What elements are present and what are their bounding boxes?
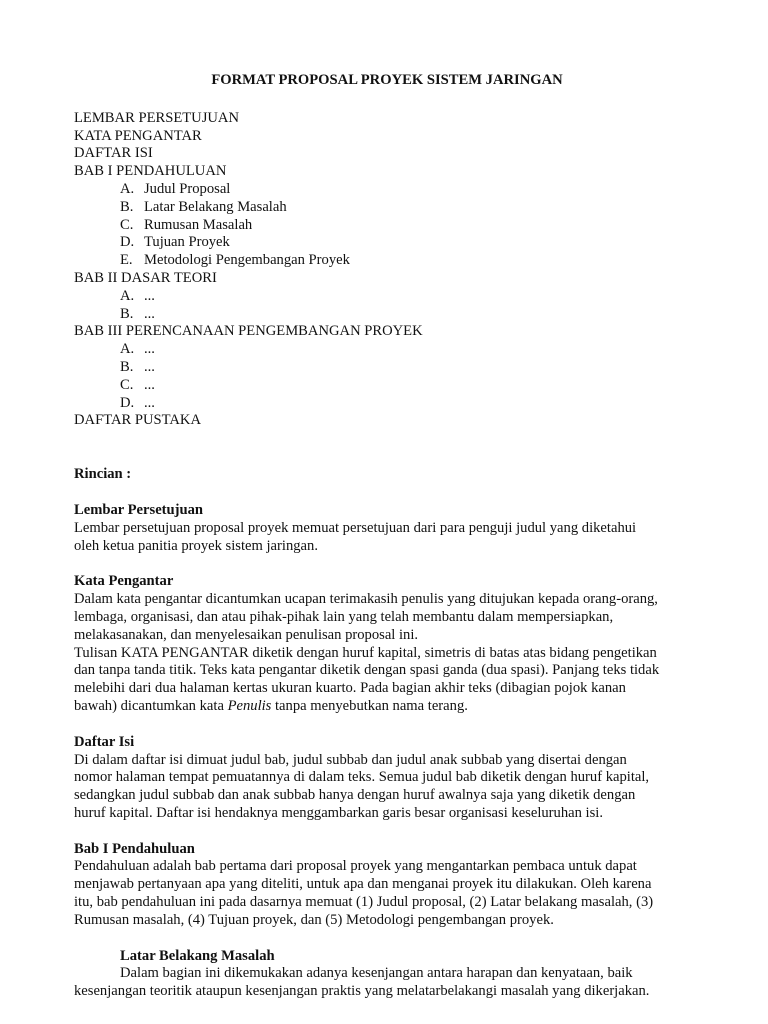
section-title: Kata Pengantar bbox=[74, 573, 174, 590]
section-paragraph bbox=[74, 965, 700, 1001]
paragraph-line: sedangkan judul subbab dan anak subbab hanya dengan huruf awalnya saja yang diketik dengan bbox=[74, 787, 636, 804]
section-paragraph bbox=[74, 752, 700, 823]
section-kata-pengantar bbox=[74, 573, 700, 715]
toc-bab3-item: B. ... bbox=[120, 358, 155, 375]
toc-kata-pengantar: KATA PENGANTAR bbox=[74, 127, 202, 144]
document-page bbox=[74, 72, 700, 1001]
paragraph-line: huruf kapital. Daftar isi hendaknya menggambarkan garis besar organisasi keseluruhan isi. bbox=[74, 804, 603, 821]
paragraph-line: bawah) dicantumkan kata Penulis tanpa menyebutkan nama terang. bbox=[74, 697, 468, 714]
paragraph-line: Dalam kata pengantar dicantumkan ucapan terimakasih penulis yang ditujukan kepada orang-orang, bbox=[74, 591, 658, 608]
toc-daftar-isi: DAFTAR ISI bbox=[74, 145, 153, 162]
paragraph-line: melebihi dari dua halaman kertas ukuran kuarto. Pada bagian akhir teks (dibagian pojok kanan bbox=[74, 680, 626, 697]
toc-bab3-item: A. ... bbox=[120, 341, 155, 358]
penulis-word: Penulis bbox=[227, 697, 272, 714]
document-title: FORMAT PROPOSAL PROYEK SISTEM JARINGAN bbox=[211, 72, 563, 88]
paragraph-line: oleh ketua panitia proyek sistem jaringan. bbox=[74, 537, 318, 554]
toc-bab3-item: C. ... bbox=[120, 376, 155, 393]
section-lembar-persetujuan bbox=[74, 502, 700, 555]
section-title: Daftar Isi bbox=[74, 733, 135, 750]
section-paragraph bbox=[74, 591, 700, 716]
paragraph-line: kesenjangan teoritik ataupun kesenjangan praktis yang melatarbelakangi masalah yang dikerjakan. bbox=[74, 983, 650, 1000]
paragraph-line: menjawab pertanyaan apa yang diteliti, untuk apa dan menganai proyek itu dilakukan. Oleh karena bbox=[74, 876, 652, 893]
toc-bab2: BAB II DASAR TEORI bbox=[74, 269, 217, 286]
toc-bab2-item: B. ... bbox=[120, 305, 155, 322]
toc-bab1-item: E. Metodologi Pengembangan Proyek bbox=[120, 252, 350, 269]
toc-bab1-item: B. Latar Belakang Masalah bbox=[120, 198, 287, 215]
section-bab-1-pendahuluan bbox=[74, 841, 700, 930]
subsection-latar-belakang bbox=[74, 948, 700, 1001]
rincian-heading: Rincian : bbox=[74, 466, 132, 483]
paragraph-line: itu, bab pendahuluan ini pada dasarnya memuat (1) Judul proposal, (2) Latar belakang masalah, (3) bbox=[74, 894, 654, 911]
paragraph-line: nomor halaman tempat pemuatannya di dalam teks. Semua judul bab diketik dengan huruf kapital, bbox=[74, 769, 650, 786]
toc-bab1-item: A. Judul Proposal bbox=[120, 180, 231, 197]
toc-bab1: BAB I PENDAHULUAN bbox=[74, 163, 227, 180]
paragraph-line: Rumusan masalah, (4) Tujuan proyek, dan (5) Metodologi pengembangan proyek. bbox=[74, 911, 554, 928]
paragraph-line: lembaga, organisasi, dan atau pihak-pihak lain yang telah membantu dalam mempersiapkan, bbox=[74, 608, 614, 625]
paragraph-line: Lembar persetujuan proposal proyek memuat persetujuan dari para penguji judul yang diketahui bbox=[74, 519, 637, 536]
toc-bab1-item: D. Tujuan Proyek bbox=[120, 234, 230, 251]
paragraph-line: Tulisan KATA PENGANTAR diketik dengan huruf kapital, simetris di batas atas bidang pengetikan bbox=[74, 644, 657, 661]
subsection-title: Latar Belakang Masalah bbox=[120, 947, 275, 964]
paragraph-line: dan tanpa tanda titik. Teks kata pengantar diketik dengan spasi ganda (dua spasi). Panjang teks tidak bbox=[74, 662, 660, 679]
section-paragraph bbox=[74, 520, 700, 556]
toc-bab3: BAB III PERENCANAAN PENGEMBANGAN PROYEK bbox=[74, 323, 423, 340]
table-of-contents bbox=[74, 110, 700, 430]
toc-daftar-pustaka: DAFTAR PUSTAKA bbox=[74, 412, 201, 429]
section-daftar-isi bbox=[74, 734, 700, 823]
paragraph-line: Dalam bagian ini dikemukakan adanya kesenjangan antara harapan dan kenyataan, baik bbox=[120, 965, 633, 982]
toc-lembar: LEMBAR PERSETUJUAN bbox=[74, 109, 240, 126]
toc-bab3-item: D. ... bbox=[120, 394, 155, 411]
section-title: Bab I Pendahuluan bbox=[74, 840, 195, 857]
paragraph-line: melakasanakan, dan menyelesaikan penulisan proposal ini. bbox=[74, 626, 419, 643]
paragraph-line: Di dalam daftar isi dimuat judul bab, judul subbab dan judul anak subbab yang disertai dengan bbox=[74, 751, 627, 768]
toc-bab2-item: A. ... bbox=[120, 287, 155, 304]
toc-bab1-item: C. Rumusan Masalah bbox=[120, 216, 253, 233]
section-title: Lembar Persetujuan bbox=[74, 501, 204, 518]
section-paragraph bbox=[74, 858, 700, 929]
paragraph-line: Pendahuluan adalah bab pertama dari proposal proyek yang mengantarkan pembaca untuk dapat bbox=[74, 858, 637, 875]
